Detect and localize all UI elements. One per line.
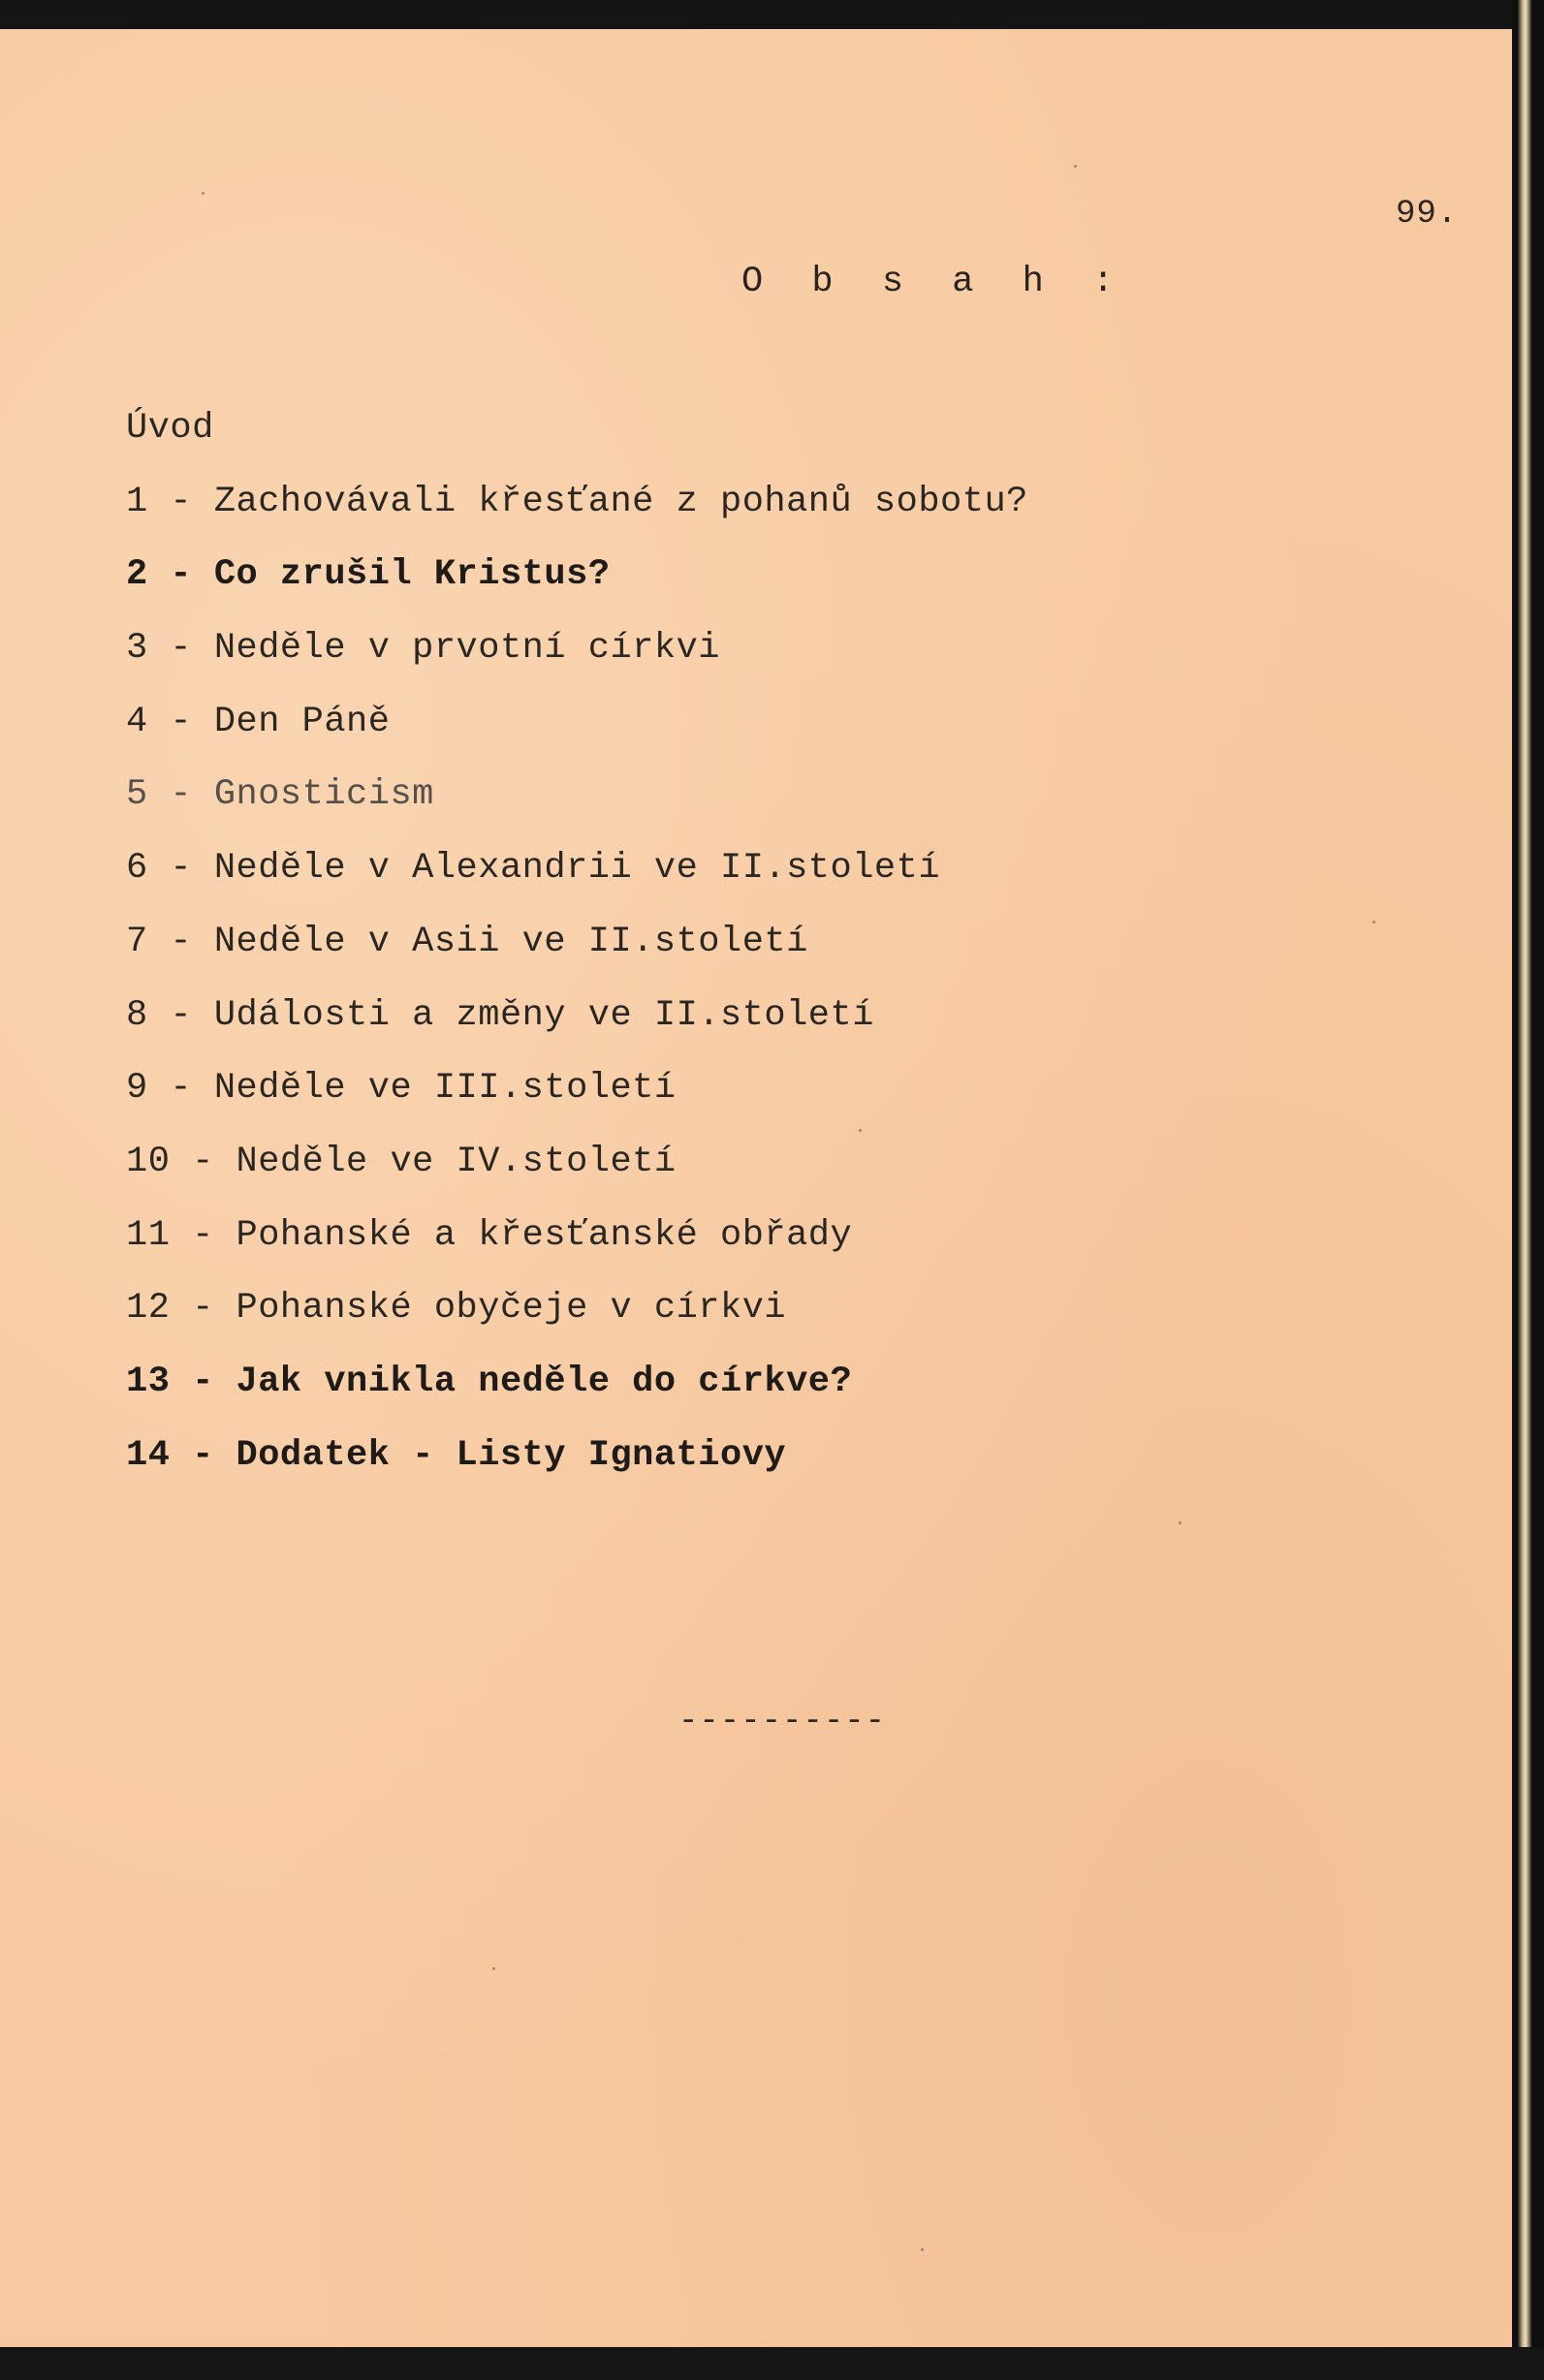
toc-item-3: 3 - Neděle v prvotní církvi	[126, 628, 720, 670]
closing-divider: ----------	[678, 1704, 887, 1740]
scan-edge-right	[1512, 0, 1544, 2380]
toc-item-intro: Úvod	[126, 408, 214, 449]
paper-speck	[1074, 165, 1077, 168]
toc-item-9: 9 - Neděle ve III.století	[126, 1068, 677, 1110]
paper-speck	[859, 1129, 862, 1132]
toc-item-7: 7 - Neděle v Asii ve II.století	[126, 921, 808, 962]
table-of-contents	[126, 392, 1028, 1492]
toc-item-5: 5 - Gnosticism	[126, 774, 434, 816]
paper-speck	[1179, 1521, 1182, 1524]
toc-item-14: 14 - Dodatek - Listy Ignatiovy	[126, 1434, 787, 1476]
toc-item-4: 4 - Den Páně	[126, 701, 391, 742]
toc-item-13: 13 - Jak vnikla neděle do církve?	[126, 1361, 853, 1402]
page-number: 99.	[1396, 196, 1459, 233]
toc-item-10: 10 - Neděle ve IV.století	[126, 1141, 677, 1182]
paper-speck	[1372, 921, 1375, 924]
toc-item-2: 2 - Co zrušil Kristus?	[126, 554, 611, 596]
toc-item-8: 8 - Události a změny ve II.století	[126, 994, 874, 1036]
paper-speck	[202, 192, 205, 195]
toc-item-6: 6 - Neděle v Alexandrii ve II.století	[126, 848, 941, 890]
scan-edge-bottom	[0, 2347, 1544, 2380]
contents-heading: O b s a h :	[741, 262, 1128, 302]
paper-speck	[921, 2248, 924, 2251]
document-page	[0, 29, 1512, 2347]
toc-item-11: 11 - Pohanské a křesťanské obřady	[126, 1214, 853, 1256]
toc-item-12: 12 - Pohanské obyčeje v církvi	[126, 1288, 787, 1330]
paper-speck	[492, 1967, 495, 1970]
toc-item-1: 1 - Zachovávali křesťané z pohanů sobotu?	[126, 481, 1028, 522]
